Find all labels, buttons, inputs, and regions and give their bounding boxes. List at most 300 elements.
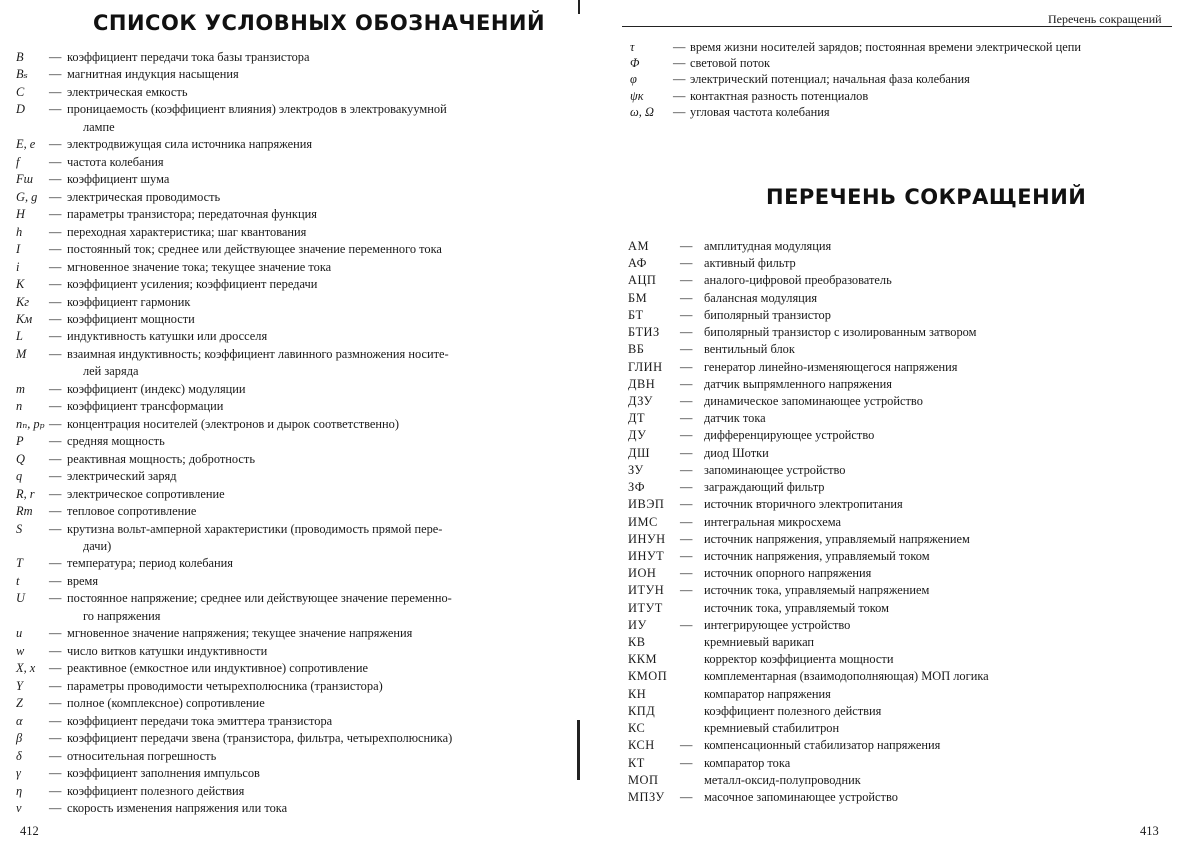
symbol-description: время (67, 573, 99, 588)
symbol-description: коэффициент мощности (67, 311, 195, 326)
right-page-number: 413 (1140, 824, 1159, 838)
dash: — (680, 307, 693, 322)
dash: — (680, 359, 693, 374)
abbreviation-entry (628, 376, 1188, 393)
symbol: γ (16, 766, 21, 781)
symbol-entry (16, 259, 566, 276)
abbreviation-description: источник напряжения, управляемый током (704, 548, 930, 563)
abbreviation-entry (628, 600, 1188, 617)
symbol-description: коэффициент (индекс) модуляции (67, 381, 246, 396)
abbreviation: МОП (628, 772, 659, 787)
symbol-description: проницаемость (коэффициент влияния) электродов в электровакуумной (67, 102, 447, 117)
dash: — (49, 277, 62, 292)
abbreviation-entry (628, 359, 1188, 376)
symbol-description: тепловое сопротивление (67, 504, 197, 519)
dash: — (680, 325, 693, 340)
abbreviation-entry (628, 445, 1188, 462)
abbreviation-description: коэффициент полезного действия (704, 703, 882, 718)
symbol-entry (16, 433, 566, 450)
symbol-description: электрическое сопротивление (67, 486, 225, 501)
dash: — (49, 696, 62, 711)
abbreviation: ДШ (628, 445, 650, 460)
abbreviation: ДУ (628, 428, 647, 443)
dash: — (49, 137, 62, 152)
symbol: Φ (630, 56, 640, 71)
symbol-description: средняя мощность (67, 434, 165, 449)
abbreviation-entry (628, 341, 1188, 358)
symbol-description: постоянное напряжение; среднее или действующее значение переменно- (67, 591, 452, 606)
abbreviation-description: интегрирующее устройство (704, 617, 851, 632)
symbol-description: температура; период колебания (67, 556, 234, 571)
abbreviation: АЦП (628, 273, 657, 288)
abbreviation: КМОП (628, 669, 668, 684)
symbol: I (16, 242, 21, 257)
abbreviation-entry (628, 324, 1188, 341)
symbol-description-continuation: лампе (83, 119, 115, 134)
symbol-description: электрическая проводимость (67, 189, 221, 204)
abbreviation: ДЗУ (628, 393, 653, 408)
dash: — (49, 294, 62, 309)
symbol: φ (630, 72, 637, 87)
abbreviation-entry (628, 427, 1188, 444)
abbreviation: ИМС (628, 514, 658, 529)
symbol-entry (16, 84, 566, 101)
symbol: E, e (16, 137, 36, 152)
symbol-entry (16, 189, 566, 206)
dash: — (49, 626, 62, 641)
symbol: τ (630, 40, 635, 54)
abbreviation-description: аналого-цифровой преобразователь (704, 273, 892, 288)
symbol: δ (16, 748, 22, 763)
symbol-entry (16, 730, 566, 747)
abbreviation-entry (628, 737, 1188, 754)
symbol-entry (16, 224, 566, 241)
symbol-entry (630, 88, 1190, 104)
symbol-description: мгновенное значение напряжения; текущее значение напряжения (67, 626, 413, 641)
symbol: η (16, 783, 23, 798)
symbol-entry (16, 206, 566, 223)
symbol-description: время жизни носителей зарядов; постоянная времени электрической цепи (690, 40, 1082, 54)
abbreviation-entry (628, 410, 1188, 427)
dash: — (49, 172, 62, 187)
abbreviation: АФ (628, 256, 647, 271)
symbol-entry (16, 503, 566, 520)
dash: — (49, 311, 62, 326)
dash: — (49, 766, 62, 781)
abbreviation-description: источник тока, управляемый током (704, 600, 889, 615)
dash: — (49, 346, 62, 361)
abbreviation-description: амплитудная модуляция (704, 239, 832, 253)
abbreviation-description: запоминающее устройство (704, 462, 846, 477)
abbreviation-description: металл-оксид-полупроводник (704, 772, 861, 787)
dash: — (49, 678, 62, 693)
dash: — (680, 617, 693, 632)
abbreviation-entry (628, 703, 1188, 720)
dash: — (49, 451, 62, 466)
abbreviation-entry (628, 531, 1188, 548)
symbol: Y (16, 678, 23, 693)
symbol: β (16, 731, 23, 746)
abbreviation-description: кремниевый стабилитрон (704, 721, 840, 736)
symbol: Bₛ (16, 67, 28, 82)
abbreviation-entry (628, 617, 1188, 634)
symbol-description: электрический заряд (67, 469, 177, 484)
symbol-description: мгновенное значение тока; текущее значение тока (67, 259, 332, 274)
symbol-entry (16, 311, 566, 328)
abbreviation-entry (628, 307, 1188, 324)
left-page-title: СПИСОК УСЛОВНЫХ ОБОЗНАЧЕНИЙ (93, 11, 546, 35)
dash: — (49, 591, 62, 606)
abbreviation: ИТУН (628, 583, 665, 598)
abbreviation: БТ (628, 307, 644, 322)
abbreviation: ИВЭП (628, 497, 665, 512)
abbreviation-description: биполярный транзистор (704, 307, 831, 322)
symbol-entry (16, 49, 566, 66)
abbreviation-entry (628, 634, 1188, 651)
symbol-entry (630, 104, 1190, 120)
symbol: q (16, 469, 23, 484)
symbol-entry (16, 748, 566, 765)
symbol-entry (16, 590, 566, 625)
symbol-description: электрическая емкость (67, 84, 188, 99)
symbol: C (16, 84, 25, 99)
abbreviation-entry (628, 772, 1188, 789)
dash: — (49, 154, 62, 169)
dash: — (680, 531, 693, 546)
symbol-entry (16, 800, 566, 817)
symbol-description: коэффициент гармоник (67, 294, 191, 309)
dash: — (673, 88, 686, 103)
abbreviation-description: компаратор тока (704, 755, 791, 770)
abbreviation-entry (628, 668, 1188, 685)
symbol-description: коэффициент полезного действия (67, 783, 245, 798)
abbreviation-description: компаратор напряжения (704, 686, 831, 701)
symbol: H (16, 207, 25, 222)
symbol-description: угловая частота колебания (690, 104, 830, 119)
symbol-entry (16, 154, 566, 171)
symbol-description: параметры проводимости четырехполюсника (транзистора) (67, 678, 383, 693)
abbreviation: ЗФ (628, 480, 645, 495)
abbreviation-entry (628, 255, 1188, 272)
dash: — (680, 393, 693, 408)
abbreviation: КН (628, 686, 647, 701)
symbol: ψк (630, 88, 644, 103)
symbol-description: световой поток (690, 56, 771, 71)
dash: — (680, 239, 693, 253)
symbol-entry (16, 695, 566, 712)
right-page-title: ПЕРЕЧЕНЬ СОКРАЩЕНИЙ (766, 185, 1087, 209)
symbol-description: полное (комплексное) сопротивление (67, 696, 265, 711)
abbreviation-entry (628, 514, 1188, 531)
symbol-description: относительная погрешность (67, 748, 217, 763)
symbol: U (16, 591, 25, 606)
abbreviation-description: диод Шотки (704, 445, 769, 460)
abbreviation-description: генератор линейно-изменяющегося напряжения (704, 359, 958, 374)
abbreviation-description: баланcная модуляция (704, 290, 818, 305)
symbol: T (16, 556, 23, 571)
dash: — (680, 566, 693, 581)
symbol: ω, Ω (630, 104, 654, 119)
symbol: R, r (16, 486, 35, 501)
symbol-description: электродвижущая сила источника напряжения (67, 137, 313, 152)
symbol-description-continuation: лей заряда (83, 364, 139, 379)
dash: — (680, 480, 693, 495)
symbol-entry (16, 765, 566, 782)
dash: — (49, 259, 62, 274)
symbol: S (16, 521, 23, 536)
abbreviation-description: корректор коэффициента мощности (704, 652, 894, 667)
abbreviation-entry (628, 582, 1188, 599)
abbreviation: ВБ (628, 342, 645, 357)
dash: — (680, 376, 693, 391)
abbreviation-description: источник напряжения, управляемый напряжением (704, 531, 970, 546)
abbreviation-entry (628, 496, 1188, 513)
dash: — (680, 428, 693, 443)
symbol-description: контактная разность потенциалов (690, 88, 869, 103)
abbreviation-description: вентильный блок (704, 342, 795, 357)
symbol-description: коэффициент передачи тока базы транзистора (67, 50, 310, 64)
dash: — (49, 713, 62, 728)
gutter-top-mark (578, 0, 580, 14)
symbol: B (16, 50, 24, 64)
symbol: t (16, 573, 20, 588)
symbol-description: переходная характеристика; шаг квантования (67, 224, 307, 239)
abbreviation-description: масочное запоминающее устройство (704, 790, 898, 804)
abbreviation-entry (628, 651, 1188, 668)
symbol: G, g (16, 189, 38, 204)
dash: — (673, 72, 686, 87)
symbol-description-continuation: дачи) (83, 539, 112, 553)
symbol-description: коэффициент трансформации (67, 399, 224, 414)
abbreviation: БТИЗ (628, 325, 660, 340)
abbreviation-entry (628, 272, 1188, 289)
dash: — (49, 521, 62, 536)
symbol-description: крутизна вольт-амперной характеристики (проводимость прямой пере- (67, 521, 443, 536)
dash: — (49, 224, 62, 239)
dash: — (680, 548, 693, 563)
symbol-entry (16, 555, 566, 572)
abbreviation-entry (628, 238, 1188, 255)
symbol-entry (630, 55, 1190, 71)
symbol: w (16, 643, 25, 658)
abbreviation: ККМ (628, 652, 658, 667)
dash: — (680, 514, 693, 529)
symbol-entry (16, 328, 566, 345)
symbol: Fш (16, 172, 33, 187)
abbreviation-description: комплементарная (взаимодополняющая) МОП логика (704, 669, 989, 684)
symbol-description: коэффициент шума (67, 172, 170, 187)
symbol-entry (16, 101, 566, 136)
abbreviation: КС (628, 721, 646, 736)
abbreviation-description: источник тока, управляемый напряжением (704, 583, 930, 598)
symbol-entry (16, 573, 566, 590)
symbol-description: коэффициент передачи звена (транзистора, фильтра, четырехполюсника) (67, 731, 453, 746)
abbreviation-description: компенсационный стабилизатор напряжения (704, 738, 941, 753)
symbol: Kм (16, 311, 33, 326)
dash: — (680, 738, 693, 753)
abbreviation-entry (628, 720, 1188, 737)
dash: — (680, 290, 693, 305)
symbol: P (16, 434, 24, 449)
abbreviation-entry (628, 755, 1188, 772)
abbreviation-entry (628, 462, 1188, 479)
symbol: M (16, 346, 27, 361)
abbreviation-description: датчик выпрямленного напряжения (704, 376, 892, 391)
abbreviation: КВ (628, 635, 646, 650)
dash: — (680, 755, 693, 770)
symbol: L (16, 329, 23, 344)
abbreviation-description: источник опорного напряжения (704, 566, 872, 581)
dash: — (673, 56, 686, 71)
dash: — (49, 102, 62, 117)
symbol-entry (16, 678, 566, 695)
dash: — (673, 40, 686, 54)
abbreviation-entry (628, 290, 1188, 307)
abbreviation: МПЗУ (628, 790, 665, 804)
symbol-description: электрический потенциал; начальная фаза колебания (690, 72, 970, 87)
symbol-entry (16, 468, 566, 485)
symbol: α (16, 713, 23, 728)
symbol-entry (16, 346, 566, 381)
abbreviation-description: динамическое запоминающее устройство (704, 393, 923, 408)
symbol: Q (16, 451, 25, 466)
gutter-binding-mark (577, 720, 580, 780)
symbol: Rт (16, 504, 33, 519)
symbol-description: коэффициент усиления; коэффициент передачи (67, 277, 318, 292)
symbol-description: концентрация носителей (электронов и дырок соответственно) (67, 416, 400, 431)
symbol-description: коэффициент передачи тока эмиттера транзистора (67, 713, 333, 728)
abbreviation: АМ (628, 239, 649, 253)
abbreviation-description: интегральная микросхема (704, 514, 841, 529)
running-head: Перечень сокращений (1048, 12, 1162, 26)
symbol-entry (16, 241, 566, 258)
dash: — (680, 273, 693, 288)
symbol-entry (16, 783, 566, 800)
symbol-entry (16, 713, 566, 730)
dash: — (680, 790, 693, 804)
symbol-entry (630, 39, 1190, 55)
abbreviation-entry (628, 789, 1188, 806)
abbreviation: ИНУН (628, 531, 666, 546)
abbreviation-description: дифференцирующее устройство (704, 428, 875, 443)
dash: — (680, 256, 693, 271)
abbreviation: КСН (628, 738, 655, 753)
dash: — (680, 462, 693, 477)
symbol: i (16, 259, 20, 274)
symbol-entry (16, 643, 566, 660)
symbol-entry (16, 521, 566, 556)
abbreviation: ЗУ (628, 462, 644, 477)
dash: — (49, 783, 62, 798)
dash: — (49, 801, 62, 815)
right-page (590, 0, 1200, 848)
dash: — (49, 50, 62, 64)
symbol: K (16, 277, 25, 292)
abbreviation-entry (628, 393, 1188, 410)
symbol-entry (16, 66, 566, 83)
abbreviation-entry (628, 548, 1188, 565)
dash: — (49, 748, 62, 763)
dash: — (680, 445, 693, 460)
dash: — (49, 381, 62, 396)
dash: — (49, 416, 62, 431)
dash: — (680, 342, 693, 357)
symbol-description: скорость изменения напряжения или тока (67, 801, 288, 815)
abbreviation: КПД (628, 703, 656, 718)
symbol-entry (16, 381, 566, 398)
dash: — (673, 104, 686, 119)
dash: — (49, 661, 62, 676)
abbreviation: КТ (628, 755, 645, 770)
abbreviation: ДВН (628, 376, 656, 391)
symbol: Kг (16, 294, 30, 309)
abbreviation: ИОН (628, 566, 657, 581)
left-page (0, 0, 578, 848)
symbol: h (16, 224, 23, 239)
dash: — (49, 556, 62, 571)
symbol-description: индуктивность катушки или дросселя (67, 329, 268, 344)
symbol: nₙ, pₚ (16, 416, 45, 431)
abbreviation: ИТУТ (628, 600, 663, 615)
symbol: D (16, 102, 25, 117)
abbreviation-entry (628, 565, 1188, 582)
abbreviation: ИНУТ (628, 548, 665, 563)
abbreviation-entry (628, 686, 1188, 703)
dash: — (49, 573, 62, 588)
dash: — (49, 84, 62, 99)
symbol-description: реактивная мощность; добротность (67, 451, 255, 466)
dash: — (49, 486, 62, 501)
dash: — (49, 242, 62, 257)
symbol: Z (16, 696, 23, 711)
abbreviation-entry (628, 479, 1188, 496)
symbol: f (16, 154, 20, 169)
symbol: v (16, 801, 22, 815)
symbol-entry (16, 486, 566, 503)
dash: — (49, 434, 62, 449)
abbreviation-description: кремниевый варикап (704, 635, 815, 650)
symbol-entry (16, 294, 566, 311)
symbol: m (16, 381, 25, 396)
left-page-number: 412 (20, 824, 39, 838)
abbreviation: ГЛИН (628, 359, 663, 374)
dash: — (49, 329, 62, 344)
dash: — (49, 469, 62, 484)
dash: — (49, 207, 62, 222)
dash: — (680, 497, 693, 512)
symbol-description: взаимная индуктивность; коэффициент лавинного размножения носите- (67, 346, 449, 361)
abbreviation-description: биполярный транзистор с изолированным затвором (704, 325, 977, 340)
symbol-description-continuation: го напряжения (83, 608, 161, 623)
symbol: u (16, 626, 23, 641)
symbol-description: коэффициент заполнения импульсов (67, 766, 260, 781)
abbreviation: БМ (628, 290, 648, 305)
symbol-entry (16, 171, 566, 188)
abbreviation-description: заграждающий фильтр (704, 480, 825, 495)
symbol-description: постоянный ток; среднее или действующее значение переменного тока (67, 242, 442, 257)
symbol-entry (16, 451, 566, 468)
symbol-description: магнитная индукция насыщения (67, 67, 239, 82)
dash: — (49, 731, 62, 746)
dash: — (49, 643, 62, 658)
abbreviation-description: источник вторичного электропитания (704, 497, 903, 512)
abbreviation: ИУ (628, 617, 647, 632)
symbol-description: число витков катушки индуктивности (67, 643, 268, 658)
abbreviation-description: активный фильтр (704, 256, 796, 271)
abbreviation-description: датчик тока (704, 411, 766, 426)
dash: — (680, 583, 693, 598)
symbol-entry (16, 416, 566, 433)
